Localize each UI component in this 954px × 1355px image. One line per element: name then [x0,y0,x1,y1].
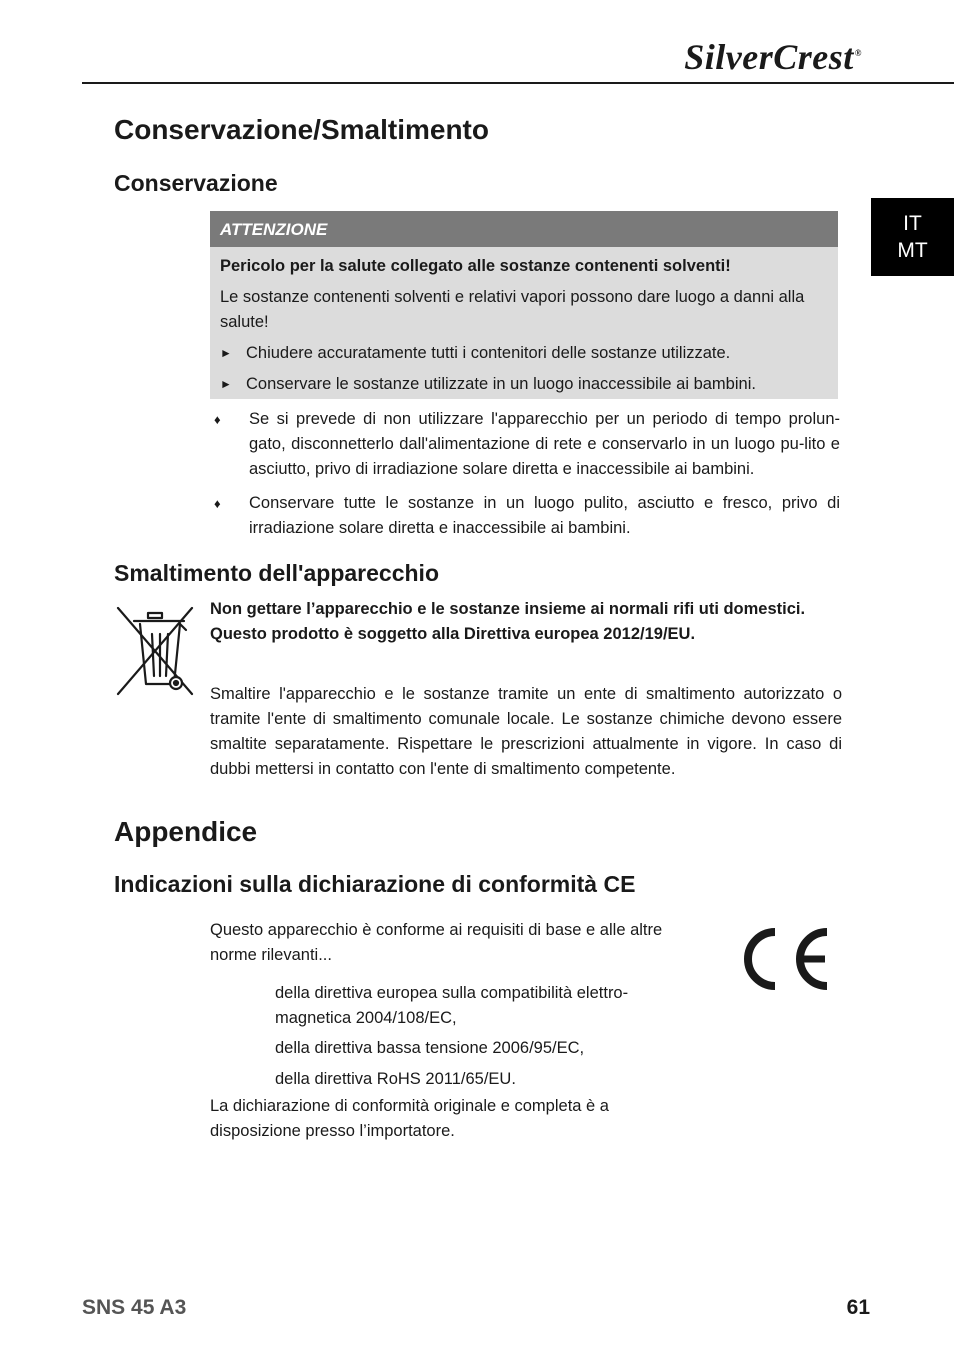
subheading-conformita-ce: Indicazioni sulla dichiarazione di conformità CE [114,871,636,897]
ce-directive-item: della direttiva bassa tensione 2006/95/EC, [275,1039,585,1057]
brand-name: SilverCrest [684,37,854,77]
ce-directive-item: della direttiva europea sulla compatibilità elettro-magnetica 2004/108/EC, [275,984,629,1027]
warning-label: ATTENZIONE [210,211,838,247]
disposal-warning: Non gettare l’apparecchio e le sostanze insieme ai normali rifi uti domestici. Questo prodotto è soggetto alla Direttiva europea 2012/19/EU. [210,600,806,643]
language-tab [871,198,954,276]
ce-directive-item: della direttiva RoHS 2011/65/EU. [275,1070,516,1088]
arrow-right-icon: ► [220,377,232,391]
page-number: 61 [846,1296,870,1319]
diamond-bullet-icon: ♦ [214,496,221,511]
warning-item [220,372,828,397]
bullet-item [214,491,840,541]
header-rule [82,82,954,84]
ce-mark-icon [735,924,835,994]
ce-intro: Questo apparecchio è conforme ai requisiti di base e alle altre norme rilevanti... [210,921,663,964]
language-mt: MT [897,239,928,262]
section-title-conservazione-smaltimento: Conservazione/Smaltimento [114,114,489,145]
bullet-text: Conservare tutte le sostanze in un luogo pulito, asciutto e fresco, privo di irradiazione solare diretta e inaccessibile ai bambini. [249,494,840,537]
diamond-bullet-icon: ♦ [214,412,221,427]
subheading-conservazione: Conservazione [114,170,278,196]
section-title-appendice: Appendice [114,816,258,847]
brand-logo [684,36,862,78]
disposal-text: Smaltire l'apparecchio e le sostanze tramite un ente di smaltimento autorizzato o tramite l'ente di smaltimento comunale locale. Le sostanze chimiche devono essere smaltite separatamente. Rispettare le prescrizioni attualmente in vigore. In caso di dubbi mettersi in contatto con l'ente di smaltimento competente. [210,685,842,778]
bullet-text: Se si prevede di non utilizzare l'apparecchio per un periodo di tempo prolun-gato, disconnetterlo dall'alimentazione di rete e conservarlo in un luogo pu-lito e asciutto, privo di irradiazione solare diretta e inaccessibile ai bambini. [249,410,840,478]
arrow-right-icon: ► [220,346,232,360]
bullet-item [214,407,840,482]
warning-item [220,341,828,366]
warning-item-text: Conservare le sostanze utilizzate in un luogo inaccessibile ai bambini. [246,375,756,393]
warning-box [210,211,838,399]
warning-text: Le sostanze contenenti solventi e relativi vapori possono dare luogo a danni alla salute! [220,288,805,331]
subheading-smaltimento: Smaltimento dell'apparecchio [114,560,439,586]
language-it: IT [903,212,922,235]
warning-item-text: Chiudere accuratamente tutti i contenitori delle sostanze utilizzate. [246,344,731,362]
ce-closing: La dichiarazione di conformità originale e completa è a disposizione presso l’importatore. [210,1097,609,1140]
brand-registered: ® [854,48,862,58]
footer-model: SNS 45 A3 [82,1296,187,1319]
weee-crossed-bin-icon [114,604,196,698]
warning-headline: Pericolo per la salute collegato alle sostanze contenenti solventi! [220,257,731,275]
